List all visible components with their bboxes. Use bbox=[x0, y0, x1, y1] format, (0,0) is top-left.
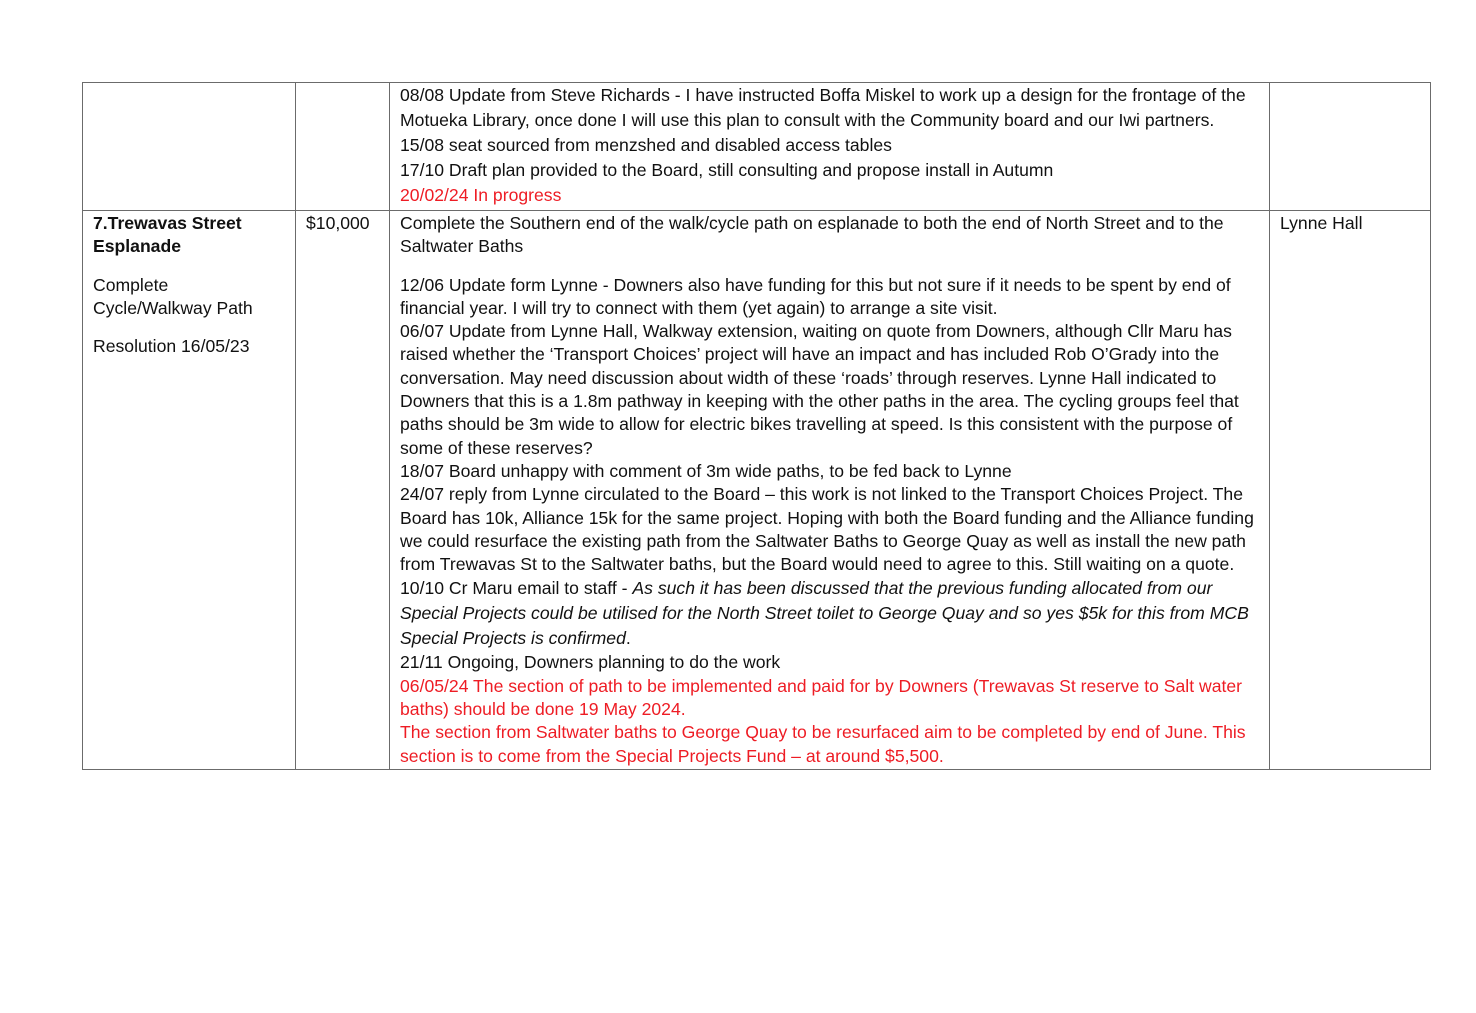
update-text: 24/07 reply from Lynne circulated to the Board – this work is not linked to the Transport Choices Project. The Board has 10k, Alliance 15k for the same project. Hoping with both the Board funding and the Alliance funding we could resurface the existing path from the Saltwater Baths to George Quay as well as install the new path from Trewavas St to the Saltwater baths, but the Board would need to agree to this. Still waiting on a quote. bbox=[400, 484, 1254, 575]
update-text: 21/11 Ongoing, Downers planning to do the work bbox=[400, 652, 781, 673]
responsible-cell bbox=[1270, 83, 1431, 211]
resolution-date: Resolution 16/05/23 bbox=[93, 336, 250, 357]
project-description: Complete the Southern end of the walk/cycle path on esplanade to both the end of North Street and to the Saltwater Baths bbox=[400, 213, 1224, 257]
update-text: 17/10 Draft plan provided to the Board, still consulting and propose install in Autumn bbox=[400, 160, 1054, 180]
update-text: 15/08 seat sourced from menzshed and disabled access tables bbox=[400, 135, 892, 155]
project-subtitle: Complete Cycle/Walkway Path bbox=[93, 274, 253, 318]
status-update-red: 06/05/24 The section of path to be implemented and paid for by Downers (Trewavas St reserve to Salt water baths) should be done 19 May 2024. bbox=[400, 675, 1243, 720]
amount-cell bbox=[296, 211, 390, 770]
project-cell bbox=[83, 83, 296, 211]
email-prefix: 10/10 Cr Maru email to staff - bbox=[400, 578, 633, 599]
status-update-red: The section from Saltwater baths to George Quay to be resurfaced aim to be completed by end of June. This section is to come from the Special Projects Fund – at around $5,500. bbox=[400, 722, 1246, 766]
update-text: 12/06 Update form Lynne - Downers also have funding for this but not sure if it needs to be spent by end of financial year. I will try to connect with them (yet again) to arrange a site visit. bbox=[400, 274, 1231, 318]
responsible-person: Lynne Hall bbox=[1280, 213, 1363, 233]
project-cell bbox=[83, 211, 296, 770]
email-update bbox=[400, 576, 1259, 651]
projects-table bbox=[82, 82, 1431, 770]
budget-amount: $10,000 bbox=[306, 213, 370, 233]
updates-cell bbox=[390, 211, 1270, 770]
table-row bbox=[83, 211, 1431, 770]
amount-cell bbox=[296, 83, 390, 211]
table-row bbox=[83, 83, 1431, 211]
update-text: 06/07 Update from Lynne Hall, Walkway extension, waiting on quote from Downers, although Cllr Maru has raised whether the ‘Transport Choices’ project will have an impact and has included Rob O’Grady into the conversation. May need discussion about width of these ‘roads’ through reserves. Lynne Hall indicated to Downers that this is a 1.8m pathway in keeping with the other paths in the area. The cycling groups feel that paths should be 3m wide to allow for electric bikes travelling at speed. Is this consistent with the purpose of some of these reserves? bbox=[400, 321, 1239, 458]
email-suffix: . bbox=[625, 628, 631, 649]
update-text: 08/08 Update from Steve Richards - I have instructed Boffa Miskel to work up a design for the frontage of the Motueka Library, once done I will use this plan to consult with the Community board and our Iwi partners. bbox=[400, 85, 1246, 130]
email-quote: As such it has been discussed that the previous funding allocated from our Special Projects could be utilised for the North Street toilet to George Quay and so yes $5k for this from MCB Special Projects is confirmed bbox=[400, 578, 1249, 649]
responsible-cell bbox=[1270, 211, 1431, 770]
updates-cell bbox=[390, 83, 1270, 211]
status-update-red: 20/02/24 In progress bbox=[400, 185, 562, 205]
update-text: 18/07 Board unhappy with comment of 3m wide paths, to be fed back to Lynne bbox=[400, 460, 1012, 481]
project-title: 7.Trewavas Street Esplanade bbox=[93, 213, 242, 257]
